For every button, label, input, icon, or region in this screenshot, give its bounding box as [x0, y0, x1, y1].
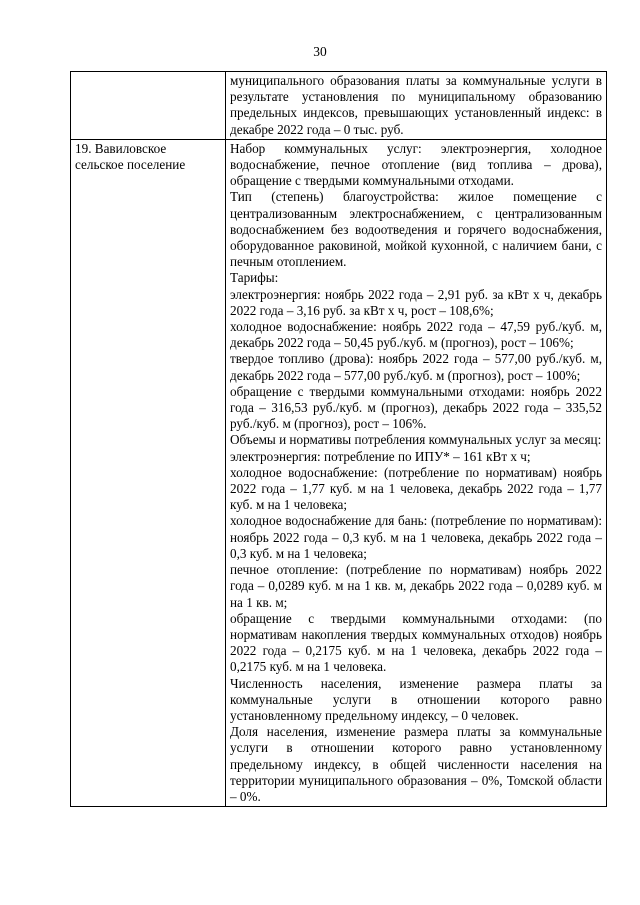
tariff-solid-waste: обращение с твердыми коммунальными отходами: ноябрь 2022 года – 316,53 руб./куб. м (прогноз), декабрь 2022 года – 335,52 руб./куб. м (прогноз), рост – 106%. — [230, 383, 602, 432]
volume-electricity: электроэнергия: потребление по ИПУ* – 161 кВт х ч; — [230, 448, 531, 464]
continuation-paragraph: муниципального образования платы за коммунальные услуги в результате установления по муниципальному образованию предельных индексов, превышающих установленный индекс: в декабре 2022 года – 0 тыс. руб. — [230, 73, 602, 137]
volume-stove-heating: печное отопление: (потребление по нормативам) ноябрь 2022 года – 0,0289 куб. м на 1 кв. м, декабрь 2022 года – 0,0289 куб. м на 1 кв. м; — [230, 562, 602, 610]
population-share: Доля населения, изменение размера платы за коммунальные услуги в отношении которого равно установленному предельному индексу, в общей численности населения на территории муниципального образования – 0%, Томской области – 0%. — [230, 724, 602, 804]
improvement-type: Тип (степень) благоустройства: жилое помещение с централизованным электроснабжением, с централизованным водоснабжением без водоотведения и горячего водоснабжения, оборудованное раковиной, мойкой кухонной, с наличием бани, с печным отоплением. — [230, 189, 602, 270]
tariffs-heading: Тарифы: — [230, 270, 279, 286]
volume-bath-water: холодное водоснабжение для бань: (потребление по нормативам): ноябрь 2022 года – 0,3 куб. м на 1 человека, декабрь 2022 года – 0,3 куб. м на 1 человека; — [230, 513, 602, 561]
volumes-heading: Объемы и нормативы потребления коммунальных услуг за месяц: — [230, 432, 602, 448]
table-row-continuation — [71, 72, 607, 140]
municipal-utilities-table — [70, 71, 607, 807]
settlement-name-cell — [71, 139, 226, 806]
page-number: 30 — [313, 44, 327, 59]
table-cell-empty — [71, 72, 226, 140]
settlement-name-line2: сельское поселение — [75, 157, 186, 173]
settlement-details-cell — [226, 139, 607, 806]
utility-services-set: Набор коммунальных услуг: электроэнергия, холодное водоснабжение, печное отопление (вид топлива – дрова), обращение с твердыми коммунальными отходами. — [230, 140, 602, 189]
tariff-electricity: электроэнергия: ноябрь 2022 года – 2,91 руб. за кВт х ч, декабрь 2022 года – 3,16 руб. за кВт х ч, рост – 108,6%; — [230, 286, 602, 318]
table-cell-continuation-text — [226, 72, 607, 140]
tariff-cold-water: холодное водоснабжение: ноябрь 2022 года – 47,59 руб./куб. м, декабрь 2022 года – 50,45 руб./куб. м (прогноз), рост – 106%; — [230, 319, 602, 351]
volume-solid-waste: обращение с твердыми коммунальными отходами: (по нормативам накопления твердых коммунальных отходов) ноябрь 2022 года – 0,2175 куб. м на 1 человека, декабрь 2022 года – 0,2175 куб. м на 1 человека. — [230, 610, 602, 675]
tariff-solid-fuel: твердое топливо (дрова): ноябрь 2022 года – 577,00 руб./куб. м, декабрь 2022 года – 577,00 руб./куб. м (прогноз), рост – 100%; — [230, 351, 602, 383]
population-count: Численность населения, изменение размера платы за коммунальные услуги в отношении которого равно установленному предельному индексу, – 0 человек. — [230, 675, 602, 723]
table-row-19 — [71, 139, 607, 806]
settlement-name-line1: 19. Вавиловское — [75, 140, 167, 156]
volume-cold-water: холодное водоснабжение: (потребление по нормативам) ноябрь 2022 года – 1,77 куб. м на 1 человека, декабрь 2022 года – 1,77 куб. м на 1 человека; — [230, 464, 602, 513]
